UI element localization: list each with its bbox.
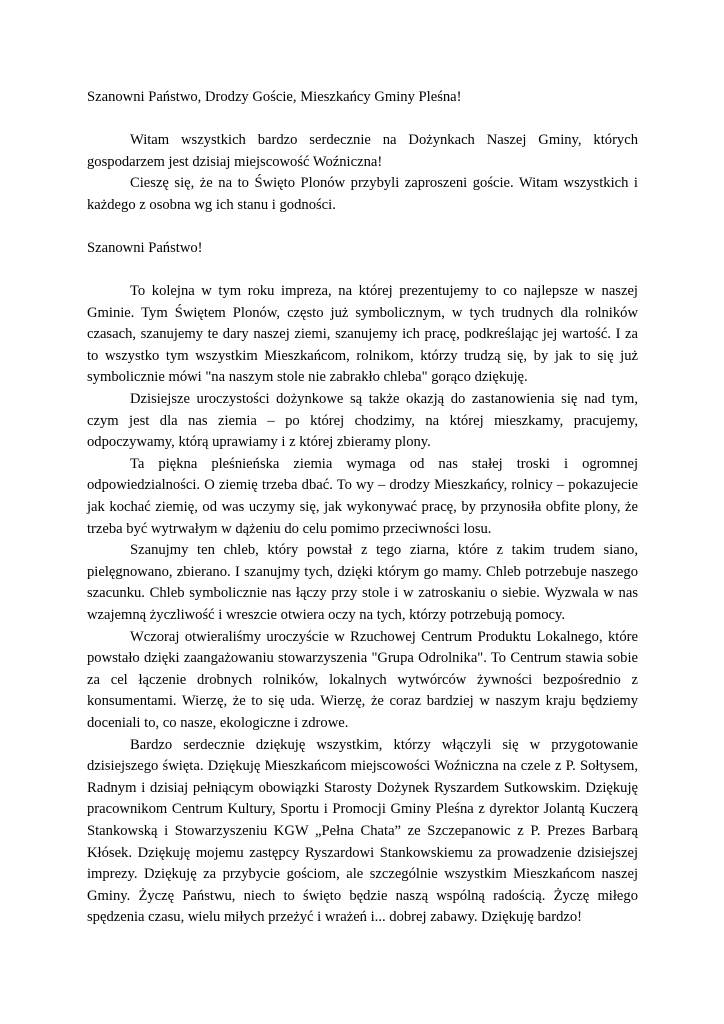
body-paragraph-1: To kolejna w tym roku impreza, na której prezentujemy to co najlepsze w naszej Gminie. Tym Świętem Plonów, często już symbolicznym, w tych trudnych dla rolników czasach, szanujemy te dary naszej ziemi, szanujemy ich pracę, podkreślając jej wartość. I za to wszystko tym wszystkim Mieszkańcom, rolnikom, którzy trudzą się, by jak to się już symbolicznie mówi "na naszym stole nie zabrakło chleba" gorąco dziękuję. xyxy=(87,283,638,386)
body-paragraph-6: Bardzo serdecznie dziękuję wszystkim, którzy włączyli się w przygotowanie dzisiejszego święta. Dziękuję Mieszkańcom miejscowości Woźniczna na czele z P. Sołtysem, Radnym i dzisiaj pełniącym obowiązki Starosty Dożynek Ryszardem Sutkowskim. Dziękuję pracownikom Centrum Kultury, Sportu i Promocji Gminy Pleśna z dyrektor Jolantą Kuczerą Stankowską i Stowarzyszeniu KGW „Pełna Chata” ze Szczepanowic z P. Prezes Barbarą Kłósek. Dziękuję mojemu zastępcy Ryszardowi Stankowskiemu za prowadzenie dzisiejszej imprezy. Dziękuję za przybycie gościom, ale szczególnie wszystkim Mieszkańcom naszej Gminy. Życzę Państwu, niech to święto będzie naszą wspólną radością. Życzę miłego spędzenia czasu, wielu miłych przeżyć i wrażeń i... dobrej zabawy. Dziękuję bardzo! xyxy=(87,736,638,926)
body-paragraph-2: Dzisiejsze uroczystości dożynkowe są także okazją do zastanowienia się nad tym, czym jest dla nas ziemia – po której chodzimy, na której mieszkamy, pracujemy, odpoczywamy, którą uprawiamy i z której zbieramy plony. xyxy=(87,391,638,451)
intro-paragraph-2: Cieszę się, że na to Święto Plonów przybyli zaproszeni goście. Witam wszystkich i każdego z osobna wg ich stanu i godności. xyxy=(87,175,638,213)
greeting-line: Szanowni Państwo, Drodzy Goście, Mieszkańcy Gminy Pleśna! xyxy=(87,89,462,105)
body-paragraph-5: Wczoraj otwieraliśmy uroczyście w Rzuchowej Centrum Produktu Lokalnego, które powstało dzięki zaangażowaniu stowarzyszenia "Grupa Odrolnika". To Centrum stawia sobie za cel łączenie drobnych rolników, lokalnych wytwórców żywności bezpośrednio z konsumentami. Wierzę, że to się uda. Wierzę, że coraz bardziej w naszym kraju będziemy doceniali to, co nasze, ekologiczne i zdrowe. xyxy=(87,628,638,731)
body-paragraph-3: Ta piękna pleśnieńska ziemia wymaga od nas stałej troski i ogromnej odpowiedzialności. O ziemię trzeba dbać. To wy – drodzy Mieszkańcy, rolnicy – pokazujecie jak kochać ziemię, od was uczymy się, jak wykonywać pracę, by przynosiła obfite plony, że trzeba być wytrwałym w dążeniu do celu pomimo przeciwności losu. xyxy=(87,455,638,537)
body-paragraph-4: Szanujmy ten chleb, który powstał z tego ziarna, które z takim trudem siano, pielęgnowano, zbierano. I szanujmy tych, dzięki którym go mamy. Chleb potrzebuje naszego szacunku. Chleb symbolicznie nas łączy przy stole i w zatroskaniu o siebie. Wyzwala w nas wzajemną życzliwość i wreszcie otwiera oczy na tych, którzy potrzebują pomocy. xyxy=(87,542,638,623)
salutation-line: Szanowni Państwo! xyxy=(87,239,203,256)
document-page xyxy=(87,87,638,929)
intro-paragraph-1: Witam wszystkich bardzo serdecznie na Dożynkach Naszej Gminy, których gospodarzem jest dzisiaj miejscowość Woźniczna! xyxy=(87,132,638,170)
